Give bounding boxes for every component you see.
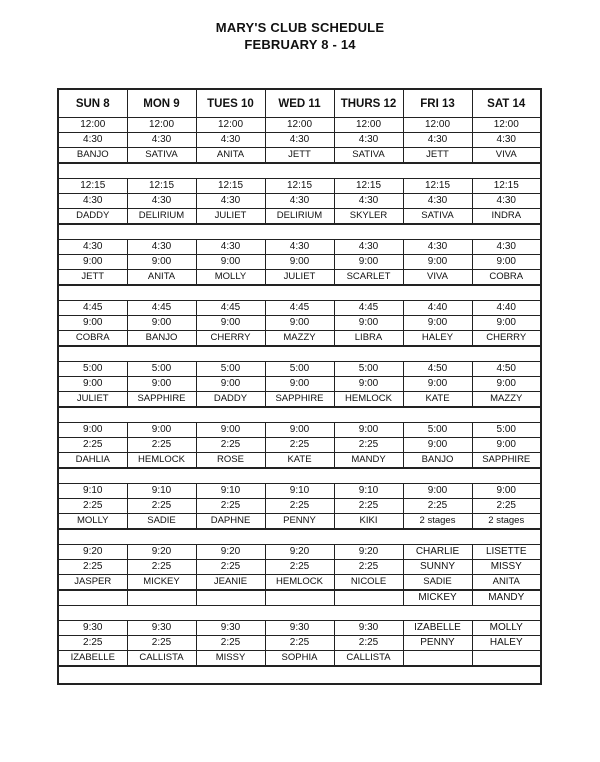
performer-cell: SAPPHIRE bbox=[265, 392, 334, 408]
day-header: TUES 10 bbox=[196, 89, 265, 118]
end-time-cell: 4:30 bbox=[127, 194, 196, 209]
spacer-cell bbox=[58, 346, 541, 362]
end-time-cell: 4:30 bbox=[58, 194, 127, 209]
start-time-cell: 12:00 bbox=[58, 118, 127, 133]
start-time-cell: 12:15 bbox=[334, 179, 403, 194]
performer-cell: VIVA bbox=[403, 270, 472, 286]
end-time-cell: 9:00 bbox=[403, 438, 472, 453]
day-header: THURS 12 bbox=[334, 89, 403, 118]
start-time-cell: 4:30 bbox=[334, 240, 403, 255]
performer-cell: MICKEY bbox=[403, 590, 472, 606]
performer-cell: JULIET bbox=[58, 392, 127, 408]
schedule-row bbox=[58, 453, 541, 469]
end-time-cell: 2:25 bbox=[127, 560, 196, 575]
end-time-cell: 2:25 bbox=[265, 560, 334, 575]
start-time-cell: 12:15 bbox=[472, 179, 541, 194]
end-time-cell: 4:30 bbox=[196, 194, 265, 209]
end-time-cell: 2:25 bbox=[58, 560, 127, 575]
performer-cell: SCARLET bbox=[334, 270, 403, 286]
end-time-cell: 9:00 bbox=[265, 255, 334, 270]
block-spacer-row bbox=[58, 606, 541, 621]
start-time-cell: 9:00 bbox=[265, 423, 334, 438]
start-time-cell: 9:00 bbox=[472, 484, 541, 499]
performer-cell bbox=[472, 651, 541, 667]
start-time-cell: 12:15 bbox=[196, 179, 265, 194]
performer-cell: KATE bbox=[265, 453, 334, 469]
end-time-cell: 2:25 bbox=[127, 438, 196, 453]
end-time-cell: 2:25 bbox=[58, 438, 127, 453]
performer-cell: MANDY bbox=[334, 453, 403, 469]
schedule-row bbox=[58, 636, 541, 651]
start-time-cell: 9:30 bbox=[196, 621, 265, 636]
end-time-cell: 9:00 bbox=[403, 377, 472, 392]
end-time-cell: 4:30 bbox=[472, 133, 541, 148]
schedule-row bbox=[58, 240, 541, 255]
start-time-cell: 5:00 bbox=[472, 423, 541, 438]
end-time-cell: 2:25 bbox=[472, 499, 541, 514]
spacer-cell bbox=[58, 163, 541, 179]
performer-cell: CALLISTA bbox=[334, 651, 403, 667]
start-time-cell: 9:30 bbox=[58, 621, 127, 636]
start-time-cell: 9:00 bbox=[403, 484, 472, 499]
end-time-cell: 4:30 bbox=[472, 194, 541, 209]
performer-cell: JEANIE bbox=[196, 575, 265, 591]
day-header: WED 11 bbox=[265, 89, 334, 118]
schedule-row bbox=[58, 148, 541, 164]
start-time-cell: 9:10 bbox=[127, 484, 196, 499]
schedule-row bbox=[58, 331, 541, 347]
performer-cell: HEMLOCK bbox=[127, 453, 196, 469]
performer-cell: DELIRIUM bbox=[265, 209, 334, 225]
schedule-table bbox=[57, 88, 542, 685]
day-header: SAT 14 bbox=[472, 89, 541, 118]
performer-cell: SATIVA bbox=[334, 148, 403, 164]
performer-cell: ANITA bbox=[472, 575, 541, 591]
start-time-cell: 4:40 bbox=[472, 301, 541, 316]
start-time-cell: 12:15 bbox=[265, 179, 334, 194]
performer-cell: DAHLIA bbox=[58, 453, 127, 469]
spacer-cell bbox=[58, 468, 541, 484]
start-time-cell: 4:30 bbox=[265, 240, 334, 255]
start-time-cell: 9:20 bbox=[127, 545, 196, 560]
performer-cell: SKYLER bbox=[334, 209, 403, 225]
end-time-cell: 9:00 bbox=[334, 255, 403, 270]
schedule-row bbox=[58, 545, 541, 560]
start-time-cell: 9:20 bbox=[334, 545, 403, 560]
performer-cell: JETT bbox=[265, 148, 334, 164]
performer-cell: JASPER bbox=[58, 575, 127, 591]
schedule-subtitle: FEBRUARY 8 - 14 bbox=[244, 37, 356, 52]
start-time-cell: 12:00 bbox=[196, 118, 265, 133]
start-time-cell: 4:50 bbox=[403, 362, 472, 377]
block-spacer-row bbox=[58, 468, 541, 484]
start-time-cell: LISETTE bbox=[472, 545, 541, 560]
performer-cell: MICKEY bbox=[127, 575, 196, 591]
performer-cell: SADIE bbox=[403, 575, 472, 591]
performer-cell: 2 stages bbox=[403, 514, 472, 530]
block-spacer-row bbox=[58, 163, 541, 179]
end-time-cell: 9:00 bbox=[265, 377, 334, 392]
schedule-row bbox=[58, 484, 541, 499]
block-spacer-row bbox=[58, 224, 541, 240]
end-time-cell: 4:30 bbox=[127, 133, 196, 148]
end-time-cell: 9:00 bbox=[334, 316, 403, 331]
start-time-cell: CHARLIE bbox=[403, 545, 472, 560]
spacer-cell bbox=[58, 606, 541, 621]
schedule-row bbox=[58, 621, 541, 636]
end-time-cell: 9:00 bbox=[334, 377, 403, 392]
performer-cell: LIBRA bbox=[334, 331, 403, 347]
end-time-cell: 9:00 bbox=[472, 316, 541, 331]
start-time-cell: IZABELLE bbox=[403, 621, 472, 636]
end-time-cell: 4:30 bbox=[265, 194, 334, 209]
end-time-cell: 9:00 bbox=[127, 316, 196, 331]
schedule-row bbox=[58, 377, 541, 392]
performer-cell: MOLLY bbox=[58, 514, 127, 530]
end-time-cell: 2:25 bbox=[196, 636, 265, 651]
performer-cell: DADDY bbox=[196, 392, 265, 408]
spacer-cell bbox=[58, 224, 541, 240]
end-time-cell: 2:25 bbox=[403, 499, 472, 514]
start-time-cell: 5:00 bbox=[127, 362, 196, 377]
performer-cell: KATE bbox=[403, 392, 472, 408]
schedule-row bbox=[58, 651, 541, 667]
day-header: FRI 13 bbox=[403, 89, 472, 118]
start-time-cell: 9:30 bbox=[334, 621, 403, 636]
start-time-cell: 5:00 bbox=[265, 362, 334, 377]
performer-cell: SADIE bbox=[127, 514, 196, 530]
schedule-row bbox=[58, 575, 541, 591]
performer-cell: COBRA bbox=[58, 331, 127, 347]
performer-cell: JETT bbox=[403, 148, 472, 164]
schedule-row bbox=[58, 209, 541, 225]
performer-cell: JULIET bbox=[265, 270, 334, 286]
end-time-cell: SUNNY bbox=[403, 560, 472, 575]
end-time-cell: 2:25 bbox=[265, 438, 334, 453]
end-time-cell: HALEY bbox=[472, 636, 541, 651]
schedule-row bbox=[58, 118, 541, 133]
spacer-cell bbox=[58, 666, 541, 684]
start-time-cell: 12:15 bbox=[58, 179, 127, 194]
performer-cell: MANDY bbox=[472, 590, 541, 606]
performer-cell: HALEY bbox=[403, 331, 472, 347]
performer-cell: CHERRY bbox=[196, 331, 265, 347]
performer-cell: SAPPHIRE bbox=[472, 453, 541, 469]
start-time-cell: 9:00 bbox=[196, 423, 265, 438]
schedule-row bbox=[58, 133, 541, 148]
spacer-cell bbox=[58, 407, 541, 423]
end-time-cell: 4:30 bbox=[403, 133, 472, 148]
performer-cell: INDRA bbox=[472, 209, 541, 225]
start-time-cell: 12:00 bbox=[472, 118, 541, 133]
schedule-row bbox=[58, 255, 541, 270]
start-time-cell: 9:00 bbox=[58, 423, 127, 438]
start-time-cell: 4:45 bbox=[334, 301, 403, 316]
performer-cell: KIKI bbox=[334, 514, 403, 530]
performer-cell: IZABELLE bbox=[58, 651, 127, 667]
end-time-cell: 4:30 bbox=[196, 133, 265, 148]
schedule-row bbox=[58, 179, 541, 194]
performer-cell: BANJO bbox=[58, 148, 127, 164]
start-time-cell: MOLLY bbox=[472, 621, 541, 636]
start-time-cell: 12:00 bbox=[403, 118, 472, 133]
end-time-cell: MISSY bbox=[472, 560, 541, 575]
end-time-cell: 9:00 bbox=[58, 377, 127, 392]
performer-cell: 2 stages bbox=[472, 514, 541, 530]
start-time-cell: 9:20 bbox=[58, 545, 127, 560]
performer-cell: MAZZY bbox=[472, 392, 541, 408]
performer-cell bbox=[196, 590, 265, 606]
start-time-cell: 9:20 bbox=[265, 545, 334, 560]
start-time-cell: 12:15 bbox=[127, 179, 196, 194]
end-time-cell: 2:25 bbox=[265, 636, 334, 651]
end-time-cell: 9:00 bbox=[472, 255, 541, 270]
end-time-cell: 2:25 bbox=[334, 438, 403, 453]
performer-cell bbox=[265, 590, 334, 606]
performer-cell: CALLISTA bbox=[127, 651, 196, 667]
day-header: MON 9 bbox=[127, 89, 196, 118]
start-time-cell: 4:45 bbox=[127, 301, 196, 316]
start-time-cell: 12:15 bbox=[403, 179, 472, 194]
end-time-cell: 4:30 bbox=[403, 194, 472, 209]
block-spacer-row bbox=[58, 666, 541, 684]
start-time-cell: 12:00 bbox=[334, 118, 403, 133]
schedule-row bbox=[58, 438, 541, 453]
end-time-cell: PENNY bbox=[403, 636, 472, 651]
schedule-row bbox=[58, 514, 541, 530]
schedule-row bbox=[58, 316, 541, 331]
end-time-cell: 9:00 bbox=[196, 316, 265, 331]
schedule-row bbox=[58, 560, 541, 575]
start-time-cell: 4:30 bbox=[472, 240, 541, 255]
block-spacer-row bbox=[58, 529, 541, 545]
end-time-cell: 9:00 bbox=[196, 255, 265, 270]
start-time-cell: 9:10 bbox=[265, 484, 334, 499]
performer-cell: COBRA bbox=[472, 270, 541, 286]
start-time-cell: 5:00 bbox=[58, 362, 127, 377]
schedule-body bbox=[58, 118, 541, 685]
start-time-cell: 4:50 bbox=[472, 362, 541, 377]
schedule-row bbox=[58, 590, 541, 606]
performer-cell: ANITA bbox=[127, 270, 196, 286]
start-time-cell: 9:00 bbox=[127, 423, 196, 438]
schedule-row bbox=[58, 301, 541, 316]
performer-cell: JULIET bbox=[196, 209, 265, 225]
start-time-cell: 4:40 bbox=[403, 301, 472, 316]
performer-cell: CHERRY bbox=[472, 331, 541, 347]
performer-cell: BANJO bbox=[403, 453, 472, 469]
performer-cell: ROSE bbox=[196, 453, 265, 469]
schedule-title: MARY'S CLUB SCHEDULE bbox=[215, 20, 385, 35]
end-time-cell: 2:25 bbox=[58, 636, 127, 651]
performer-cell: MOLLY bbox=[196, 270, 265, 286]
performer-cell bbox=[334, 590, 403, 606]
performer-cell: JETT bbox=[58, 270, 127, 286]
end-time-cell: 2:25 bbox=[265, 499, 334, 514]
end-time-cell: 9:00 bbox=[403, 316, 472, 331]
end-time-cell: 4:30 bbox=[334, 133, 403, 148]
start-time-cell: 4:30 bbox=[127, 240, 196, 255]
start-time-cell: 5:00 bbox=[196, 362, 265, 377]
day-header-row bbox=[58, 89, 541, 118]
spacer-cell bbox=[58, 285, 541, 301]
end-time-cell: 2:25 bbox=[196, 560, 265, 575]
block-spacer-row bbox=[58, 285, 541, 301]
spacer-cell bbox=[58, 529, 541, 545]
end-time-cell: 2:25 bbox=[334, 636, 403, 651]
start-time-cell: 9:30 bbox=[265, 621, 334, 636]
start-time-cell: 9:30 bbox=[127, 621, 196, 636]
schedule-row bbox=[58, 499, 541, 514]
end-time-cell: 9:00 bbox=[472, 438, 541, 453]
end-time-cell: 2:25 bbox=[127, 499, 196, 514]
start-time-cell: 5:00 bbox=[403, 423, 472, 438]
performer-cell: SOPHIA bbox=[265, 651, 334, 667]
performer-cell: BANJO bbox=[127, 331, 196, 347]
end-time-cell: 9:00 bbox=[265, 316, 334, 331]
performer-cell bbox=[127, 590, 196, 606]
performer-cell: DADDY bbox=[58, 209, 127, 225]
end-time-cell: 9:00 bbox=[127, 377, 196, 392]
performer-cell: SATIVA bbox=[127, 148, 196, 164]
start-time-cell: 9:10 bbox=[58, 484, 127, 499]
end-time-cell: 2:25 bbox=[127, 636, 196, 651]
end-time-cell: 9:00 bbox=[127, 255, 196, 270]
end-time-cell: 2:25 bbox=[196, 438, 265, 453]
performer-cell: NICOLE bbox=[334, 575, 403, 591]
performer-cell: MAZZY bbox=[265, 331, 334, 347]
end-time-cell: 4:30 bbox=[334, 194, 403, 209]
schedule-row bbox=[58, 194, 541, 209]
end-time-cell: 2:25 bbox=[196, 499, 265, 514]
performer-cell: HEMLOCK bbox=[334, 392, 403, 408]
end-time-cell: 9:00 bbox=[58, 316, 127, 331]
performer-cell: MISSY bbox=[196, 651, 265, 667]
schedule-row bbox=[58, 423, 541, 438]
end-time-cell: 2:25 bbox=[334, 499, 403, 514]
start-time-cell: 4:30 bbox=[196, 240, 265, 255]
end-time-cell: 9:00 bbox=[472, 377, 541, 392]
start-time-cell: 4:45 bbox=[58, 301, 127, 316]
end-time-cell: 9:00 bbox=[58, 255, 127, 270]
performer-cell: DELIRIUM bbox=[127, 209, 196, 225]
block-spacer-row bbox=[58, 407, 541, 423]
start-time-cell: 9:20 bbox=[196, 545, 265, 560]
start-time-cell: 9:10 bbox=[196, 484, 265, 499]
performer-cell: SAPPHIRE bbox=[127, 392, 196, 408]
performer-cell: VIVA bbox=[472, 148, 541, 164]
schedule-row bbox=[58, 392, 541, 408]
start-time-cell: 9:00 bbox=[334, 423, 403, 438]
end-time-cell: 2:25 bbox=[58, 499, 127, 514]
end-time-cell: 4:30 bbox=[265, 133, 334, 148]
end-time-cell: 9:00 bbox=[196, 377, 265, 392]
day-header: SUN 8 bbox=[58, 89, 127, 118]
start-time-cell: 12:00 bbox=[127, 118, 196, 133]
performer-cell: SATIVA bbox=[403, 209, 472, 225]
start-time-cell: 12:00 bbox=[265, 118, 334, 133]
start-time-cell: 4:30 bbox=[58, 240, 127, 255]
end-time-cell: 4:30 bbox=[58, 133, 127, 148]
schedule-row bbox=[58, 362, 541, 377]
start-time-cell: 4:45 bbox=[196, 301, 265, 316]
start-time-cell: 4:45 bbox=[265, 301, 334, 316]
block-spacer-row bbox=[58, 346, 541, 362]
performer-cell: PENNY bbox=[265, 514, 334, 530]
start-time-cell: 4:30 bbox=[403, 240, 472, 255]
performer-cell bbox=[403, 651, 472, 667]
schedule-row bbox=[58, 270, 541, 286]
start-time-cell: 5:00 bbox=[334, 362, 403, 377]
performer-cell bbox=[58, 590, 127, 606]
end-time-cell: 9:00 bbox=[403, 255, 472, 270]
end-time-cell: 2:25 bbox=[334, 560, 403, 575]
performer-cell: DAPHNE bbox=[196, 514, 265, 530]
performer-cell: ANITA bbox=[196, 148, 265, 164]
start-time-cell: 9:10 bbox=[334, 484, 403, 499]
performer-cell: HEMLOCK bbox=[265, 575, 334, 591]
